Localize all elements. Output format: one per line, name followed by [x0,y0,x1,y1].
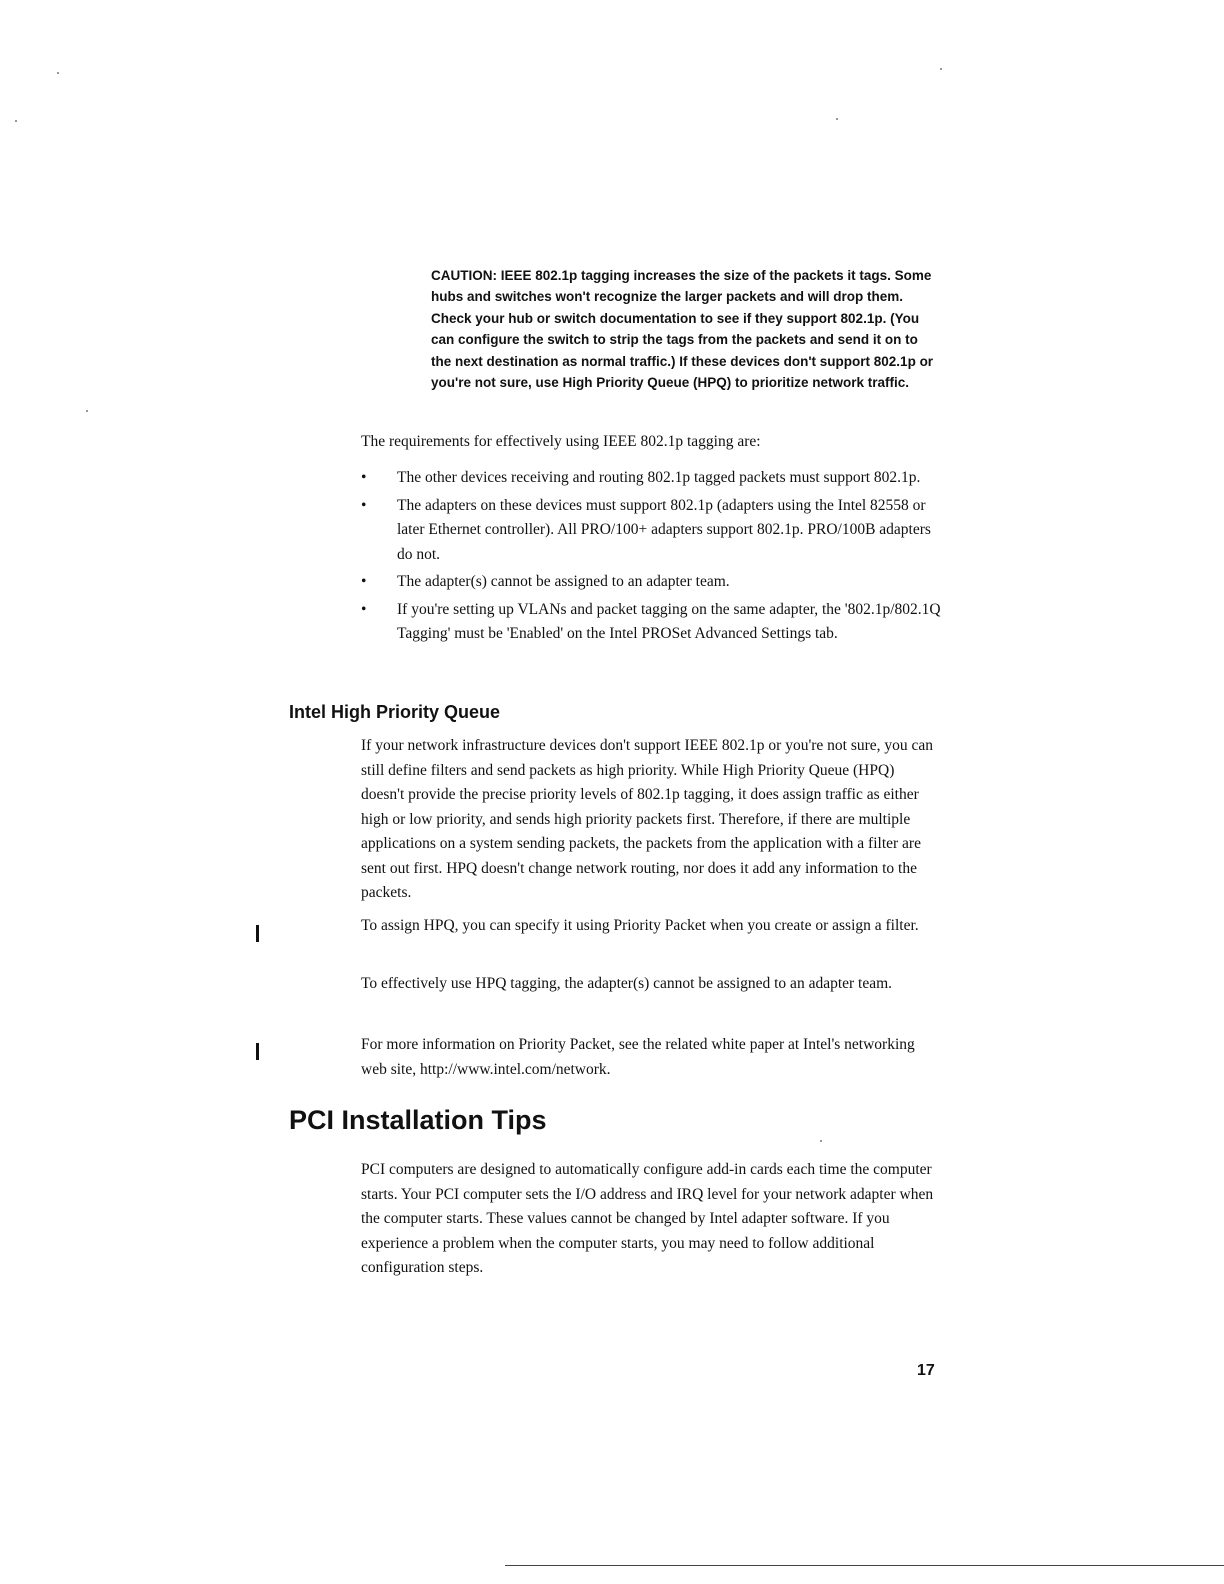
list-item-text: If you're setting up VLANs and packet tagging on the same adapter, the '802.1p/802.1Q Tagging' must be 'Enabled' on the Intel PROSet Advanced Settings tab. [397,600,941,642]
hpq-paragraph: To assign HPQ, you can specify it using Priority Packet when you create or assign a filter. [361,917,919,934]
caution-note: CAUTION: IEEE 802.1p tagging increases the size of the packets it tags. Some hubs and switches won't recognize the larger packets and will drop them. Check your hub or switch documentation to see if they support 802.1p. (You can configure the switch to strip the tags from the packets and send it on to the next destination as normal traffic.) If these devices don't support 802.1p or you're not sure, use High Priority Queue (HPQ) to prioritize network traffic. [431,268,934,391]
scan-speck [940,68,942,70]
change-bar [256,925,259,942]
hpq-paragraph: To effectively use HPQ tagging, the adapter(s) cannot be assigned to an adapter team. [361,975,893,992]
scan-speck [86,410,88,412]
scan-speck [820,1140,822,1142]
page-number: 17 [917,1362,935,1379]
requirements-list [361,466,941,650]
requirements-intro: The requirements for effectively using IEEE 802.1p tagging are: [361,433,761,450]
list-item [361,570,941,595]
list-item-text: The adapters on these devices must support 802.1p (adapters using the Intel 82558 or later Ethernet controller). All PRO/100+ adapters support 802.1p. PRO/100B adapters do not. [397,496,931,563]
scan-speck [836,118,838,120]
change-bar [256,1043,259,1060]
bullet-dot: • [361,600,367,618]
scan-speck [15,120,17,122]
list-item-text: The other devices receiving and routing 802.1p tagged packets must support 802.1p. [397,469,921,486]
list-item [361,494,941,568]
list-item [361,466,941,491]
list-item-text: The adapter(s) cannot be assigned to an adapter team. [397,573,730,590]
pci-heading: PCI Installation Tips [289,1105,547,1135]
scan-speck [57,72,59,74]
bottom-rule [505,1565,1224,1566]
bullet-dot: • [361,573,367,590]
list-item [361,598,941,647]
bullet-dot: • [361,469,367,486]
hpq-heading: Intel High Priority Queue [289,702,501,722]
pci-paragraph: PCI computers are designed to automatically configure add-in cards each time the computer starts. Your PCI computer sets the I/O address and IRQ level for your network adapter when the computer starts. These values cannot be changed by Intel adapter software. If you experience a problem when the computer starts, you may need to follow additional configuration steps. [361,1161,934,1276]
hpq-paragraph: For more information on Priority Packet, see the related white paper at Intel's networking web site, http://www.intel.com/network. [361,1036,915,1078]
hpq-paragraph: If your network infrastructure devices don't support IEEE 802.1p or you're not sure, you can still define filters and send packets as high priority. While High Priority Queue (HPQ) doesn't provide the precise priority levels of 802.1p tagging, it does assign traffic as either high or low priority, and sends high priority packets first. Therefore, if there are multiple applications on a system sending packets, the packets from the application with a filter are sent out first. HPQ doesn't change network routing, nor does it add any information to the packets. [361,737,934,901]
bullet-dot: • [361,496,367,514]
